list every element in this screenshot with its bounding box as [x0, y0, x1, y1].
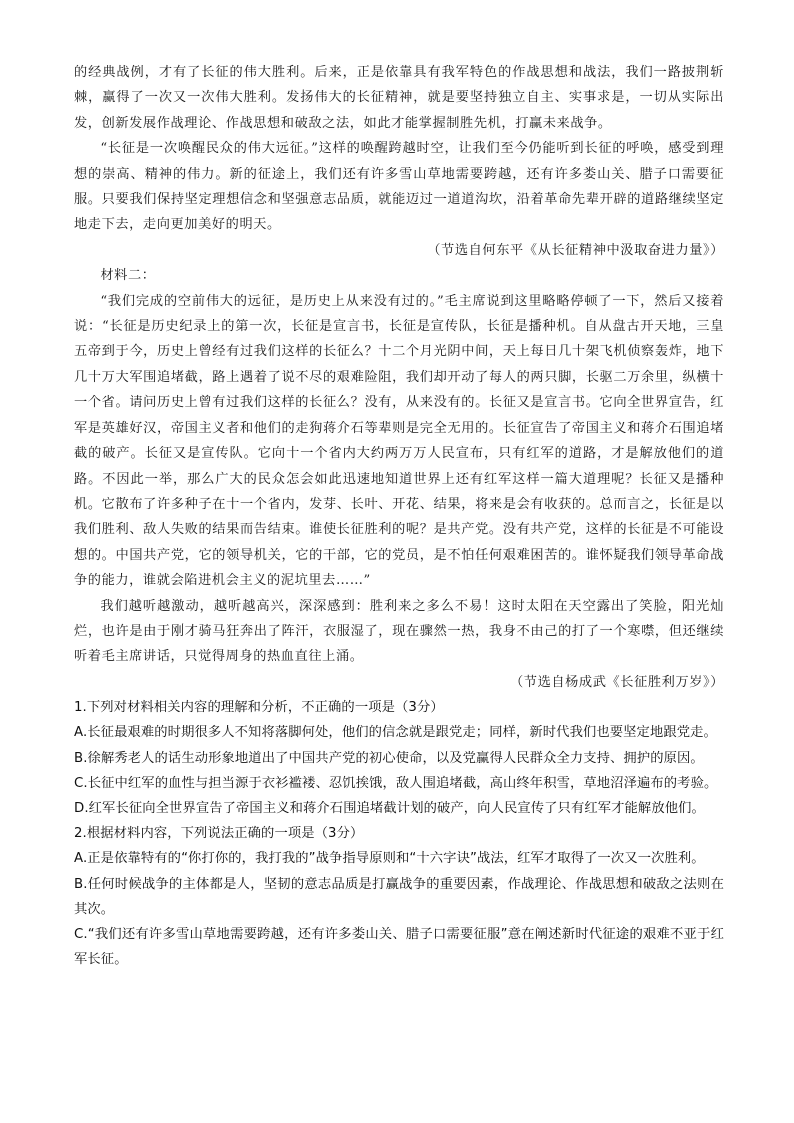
material2-source: （节选自杨成武《长征胜利万岁》） — [510, 674, 724, 690]
material1-paragraph-1: 的经典战例，才有了长征的伟大胜利。后来，正是依靠具有我军特色的作战思想和战法，我们一路披荆斩棘，赢得了一次又一次伟大胜利。发扬伟大的长征精神，就是要坚持独立自主、实事求是，一切从实际出发，创新发展作战理论、作战思想和破敌之法，如此才能掌握制胜先机，打赢未来战争。 — [74, 65, 724, 131]
material1-paragraph-2: “长征是一次唤醒民众的伟大远征。”这样的唤醒跨越时空，让我们至今仍能听到长征的呼唤，感受到理想的崇高、精神的伟力。新的征途上，我们还有许多雪山草地需要跨越，还有许多娄山关、腊子口需要征服。只要我们保持坚定理想信念和坚强意志品质，就能迈过一道道沟坎，沿着革命先辈开辟的道路继续坚定地走下去，走向更加美好的明天。 — [74, 141, 724, 233]
question-option-d: D.红军长征向全世界宣告了帝国主义和蒋介石围追堵截计划的破产，向人民宣传了只有红军才能解放他们。 — [74, 800, 705, 816]
material2-label: 材料二： — [100, 268, 156, 284]
question-stem: 1.下列对材料相关内容的理解和分析，不正确的一项是（3分） — [74, 700, 444, 716]
question-option-b: B.任何时候战争的主体都是人，坚韧的意志品质是打赢战争的重要因素，作战理论、作战思想和破敌之法则在其次。 — [74, 876, 724, 917]
question-option-b: B.徐解秀老人的话生动形象地道出了中国共产党的初心使命，以及党赢得人民群众全力支持、拥护的原因。 — [74, 750, 704, 766]
question-stem: 2.根据材料内容，下列说法正确的一项是（3分） — [74, 826, 364, 842]
page-content — [74, 60, 724, 972]
question-option-c: C.“我们还有许多雪山草地需要跨越，还有许多娄山关、腊子口需要征服”意在阐述新时代征途的艰难不亚于红军长征。 — [74, 926, 724, 968]
material2-paragraph-1: “我们完成的空前伟大的远征，是历史上从来没有过的。”毛主席说到这里略略停顿了一下，然后又接着说：“长征是历史纪录上的第一次，长征是宣言书，长征是宣传队，长征是播种机。自从盘古开天地，三皇五帝到于今，历史上曾经有过我们这样的长征么？十二个月光阴中间，天上每日几十架飞机侦察轰炸，地下几十万大军围追堵截，路上遇着了说不尽的艰难险阻，我们却开动了每人的两只脚，长驱二万余里，纵横十一个省。请问历史上曾有过我们这样的长征么？没有，从来没有的。长征又是宣言书。它向全世界宣告，红军是英雄好汉，帝国主义者和他们的走狗蒋介石等辈则是完全无用的。长征宣告了帝国主义和蒋介石围追堵截的破产。长征又是宣传队。它向十一个省内大约两万万人民宣布，只有红军的道路，才是解放他们的道路。不因此一举，那么广大的民众怎会如此迅速地知道世界上还有红军这样一篇大道理呢？长征又是播种机。它散布了许多种子在十一个省内，发芽、长叶、开花、结果，将来是会有收获的。总而言之，长征是以我们胜利、敌人失败的结果而告结束。谁使长征胜利的呢？是共产党。没有共产党，这样的长征是不可能设想的。中国共产党，它的领导机关，它的干部，它的党员，是不怕任何艰难困苦的。谁怀疑我们领导革命战争的能力，谁就会陷进机会主义的泥坑里去……” — [74, 293, 724, 589]
question-1 — [74, 695, 724, 821]
question-option-c: C.长征中红军的血性与担当源于衣衫褴褛、忍饥挨饿，敌人围追堵截，高山终年积雪，草地沼泽遍布的考验。 — [74, 775, 718, 791]
material1-source: （节选自何东平《从长征精神中汲取奋进力量》） — [427, 242, 724, 258]
question-option-a: A.正是依靠特有的“你打你的，我打我的”战争指导原则和“十六字诀”战法，红军才取得了一次又一次胜利。 — [74, 851, 705, 867]
question-2 — [74, 821, 724, 972]
material2-paragraph-2: 我们越听越激动，越听越高兴，深深感到：胜利来之多么不易！这时太阳在天空露出了笑脸，阳光灿烂，也许是由于刚才骑马狂奔出了阵汗，衣服湿了，现在骤然一热，我身不由己的打了一个寒噤，但还继续听着毛主席讲话，只觉得周身的热血直往上涌。 — [74, 598, 724, 665]
question-option-a: A.长征最艰难的时期很多人不知将落脚何处，他们的信念就是跟党走；同样，新时代我们也要坚定地跟党走。 — [74, 725, 717, 741]
